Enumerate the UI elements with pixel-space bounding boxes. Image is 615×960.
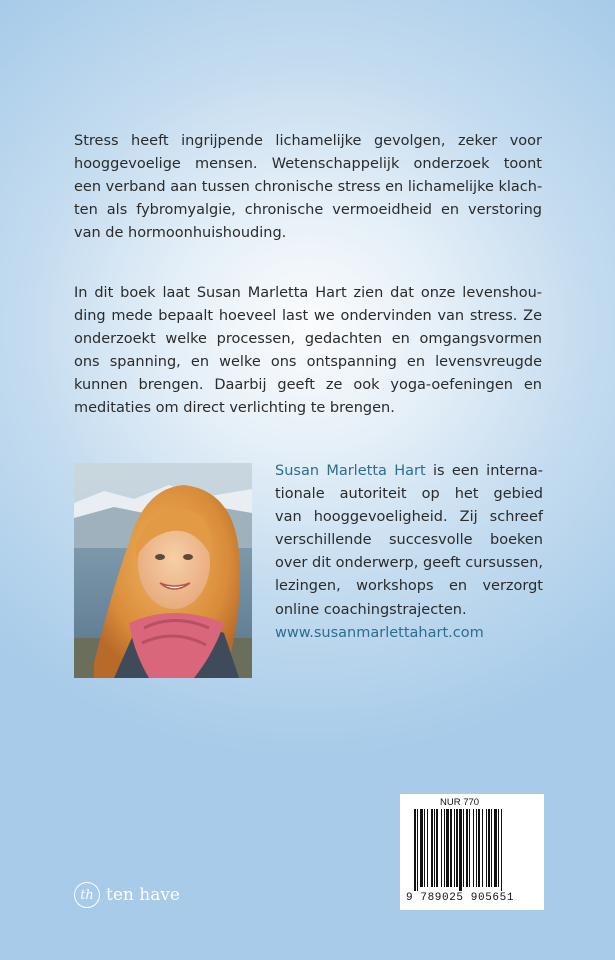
blurb-paragraph-2 xyxy=(74,282,542,421)
author-bio-line xyxy=(275,460,543,483)
blurb-line: Stress heeft ingrijpende lichamelijke gevolgen, zeker voor xyxy=(74,133,542,149)
author-bio-line: tionale autoriteit op het gebied xyxy=(275,486,543,503)
author-bio-line: online coachingstrajecten. xyxy=(275,601,467,618)
author-photo xyxy=(74,463,252,678)
publisher-logo xyxy=(74,882,180,908)
author-bio-line: over dit onderwerp, geeft cursussen, xyxy=(275,555,543,572)
isbn-number: 9 789025 905651 xyxy=(406,892,515,904)
barcode xyxy=(400,794,544,910)
author-bio-line: van hooggevoeligheid. Zij schreef xyxy=(275,509,543,526)
blurb-line: een verband aan tussen chronische stress en lichamelijke klach- xyxy=(74,179,543,196)
blurb-line: In dit boek laat Susan Marletta Hart zien dat onze levenshou- xyxy=(74,285,542,301)
publisher-logo-icon: th xyxy=(74,882,100,908)
blurb-line: onderzoekt welke processen, gedachten en omgangsvormen xyxy=(74,331,542,348)
blurb-line: van de hormoonhuishouding. xyxy=(74,225,287,242)
blurb-line: ding mede bepaalt hoeveel last we ondervinden van stress. Ze xyxy=(74,308,542,325)
publisher-name: ten have xyxy=(106,885,180,905)
author-name: Susan Marletta Hart xyxy=(275,463,426,479)
author-bio-text: is een interna- xyxy=(425,463,544,479)
blurb-line: hooggevoelige mensen. Wetenschappelijk onderzoek toont xyxy=(74,156,542,173)
blurb-line: ons spanning, en welke ons ontspanning en levensvreugde xyxy=(74,354,542,371)
nur-code: NUR 770 xyxy=(440,797,480,808)
barcode-bars-icon xyxy=(414,809,532,891)
author-bio xyxy=(275,460,543,645)
blurb-line: meditaties om direct verlichting te brengen. xyxy=(74,400,395,417)
blurb-line: kunnen brengen. Daarbij geeft ze ook yoga-oefeningen en xyxy=(74,377,542,394)
blurb-paragraph-1 xyxy=(74,130,542,245)
blurb-line: ten als fybromyalgie, chronische vermoeidheid en verstoring xyxy=(74,202,542,219)
author-bio-line: lezingen, workshops en verzorgt xyxy=(275,578,543,595)
author-bio-line: verschillende succesvolle boeken xyxy=(275,532,543,549)
author-website-link[interactable]: www.susanmarlettahart.com xyxy=(275,624,484,641)
